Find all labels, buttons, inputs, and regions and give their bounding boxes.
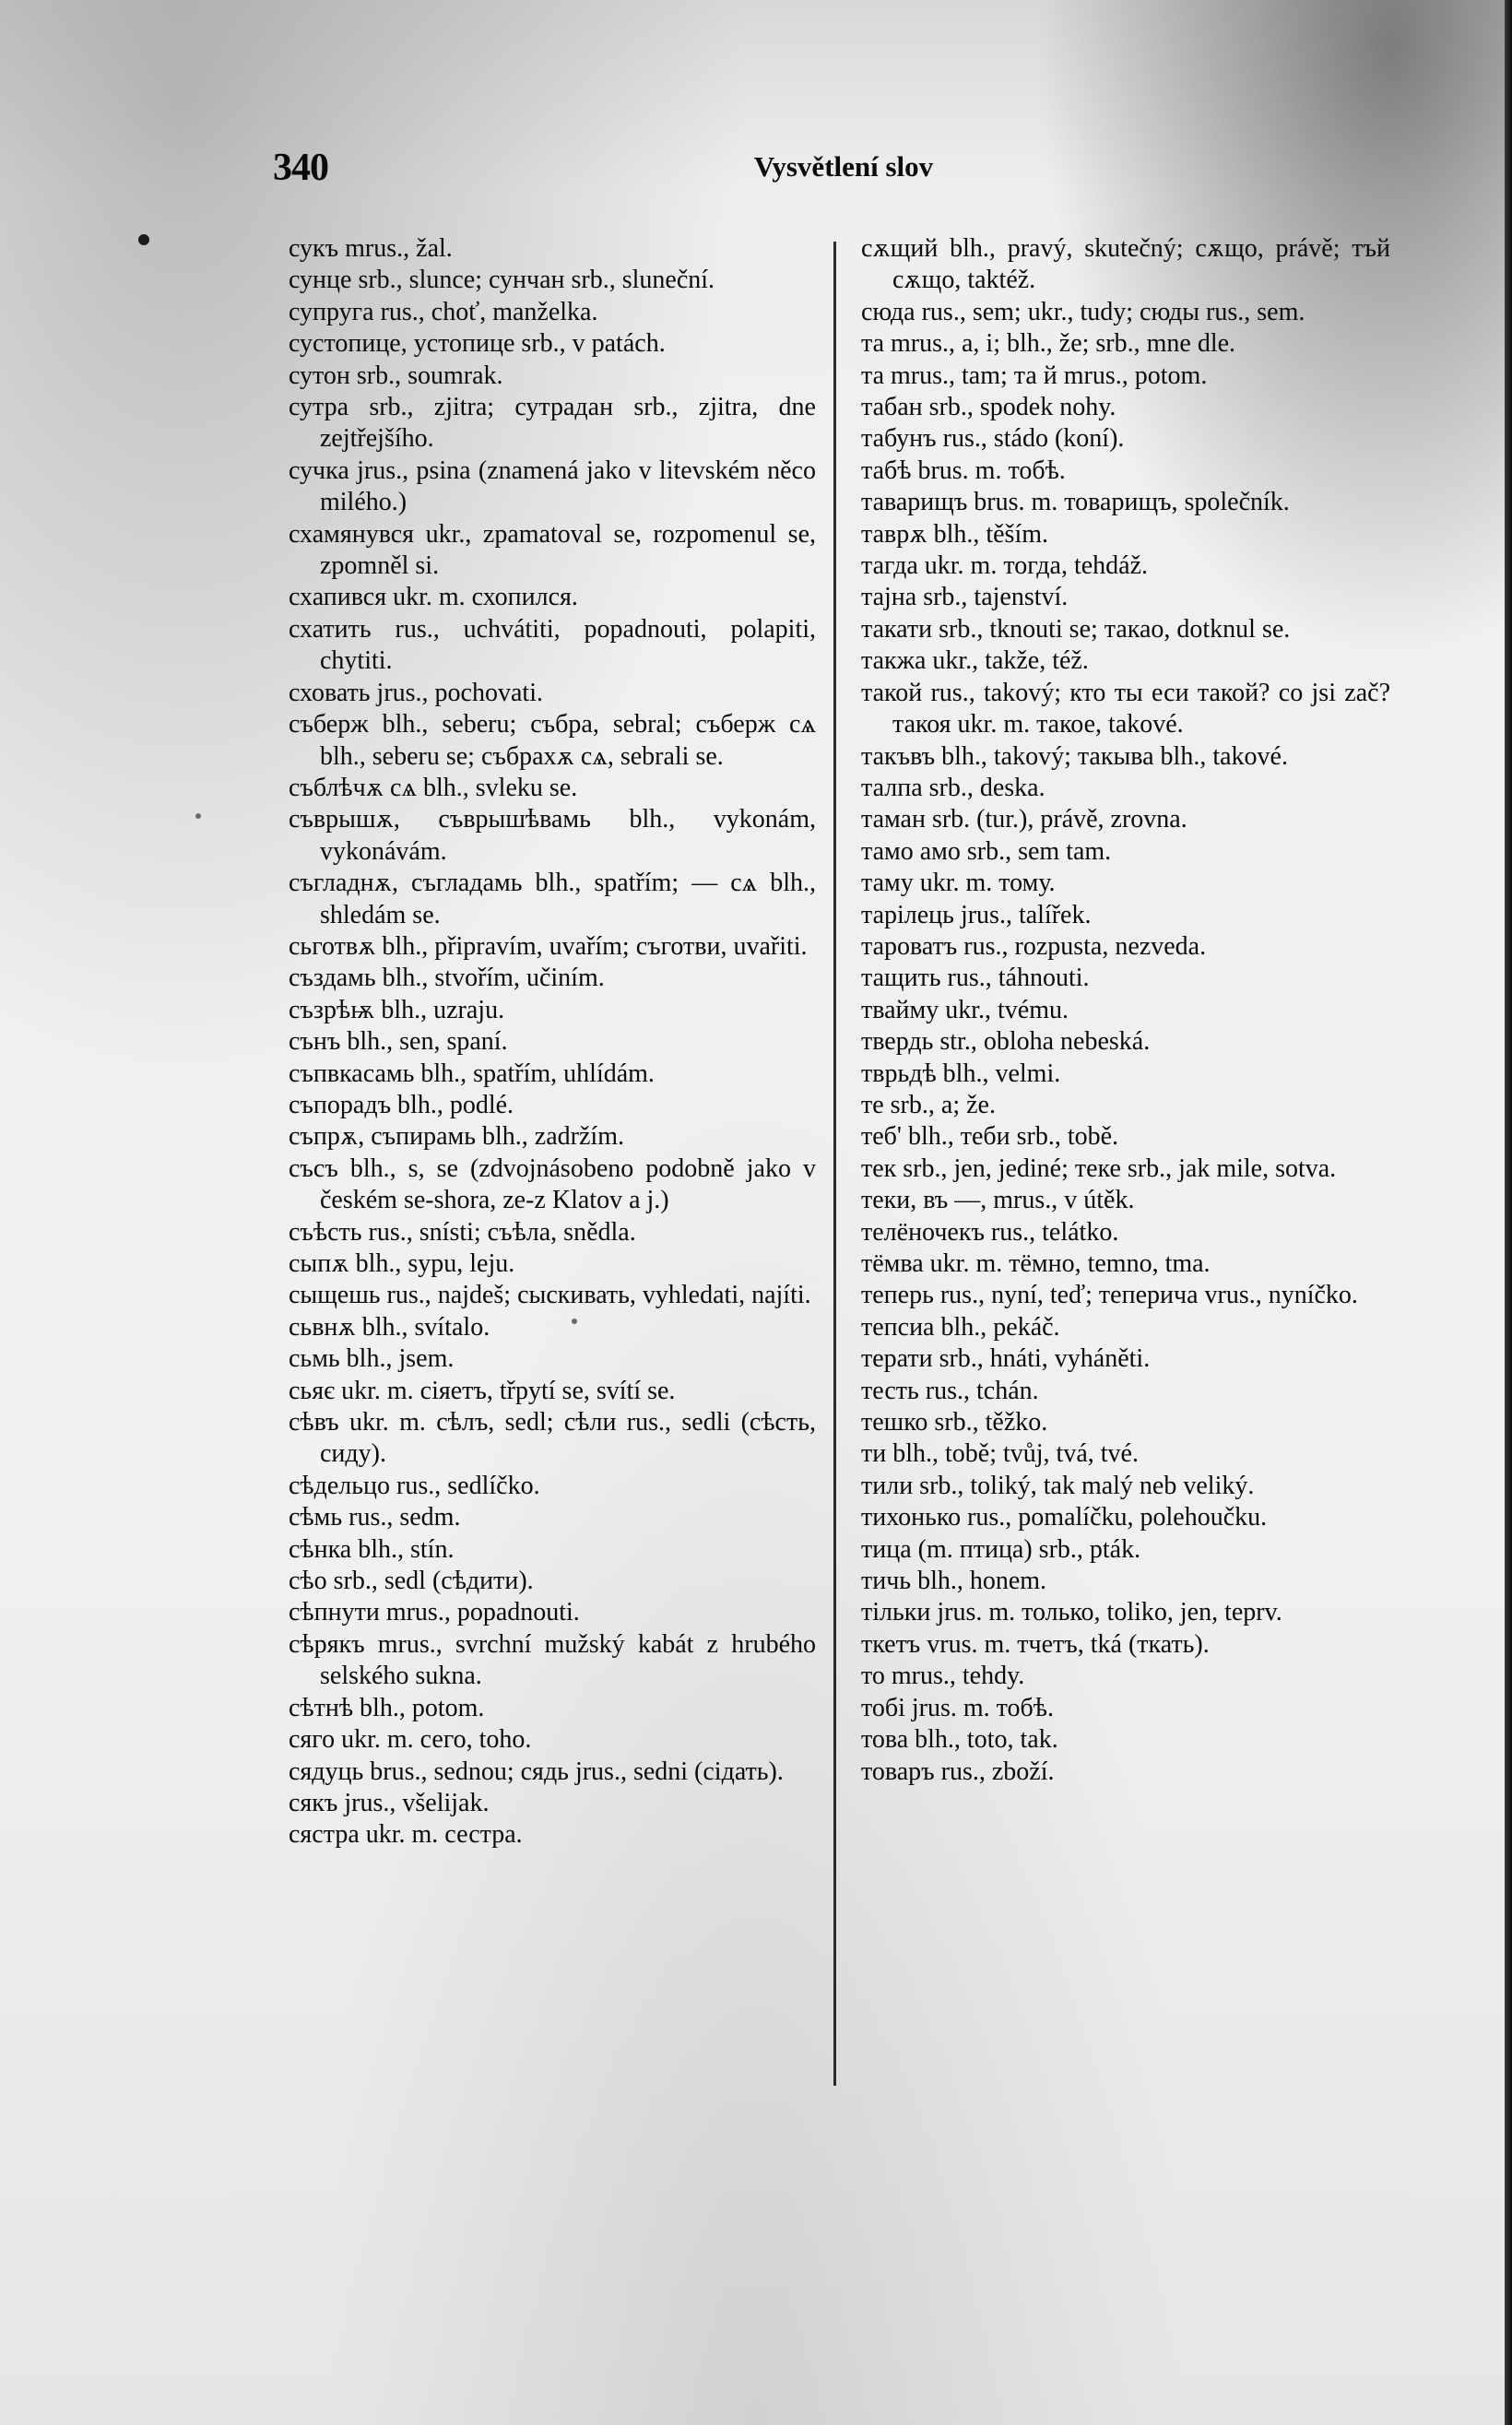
dictionary-entry: твердь str., obloha nebeská.: [861, 1027, 1151, 1057]
dictionary-entry: твайму ukr., tvému.: [861, 995, 1069, 1024]
dictionary-entry: тільки jrus. m. только, toliko, jen, teprv.: [861, 1598, 1282, 1627]
dictionary-entry: сѣпнути mrus., popadnouti.: [289, 1598, 580, 1627]
dictionary-entry: тешко srb., těžko.: [861, 1408, 1048, 1437]
dictionary-entry: сѣнка blh., stín.: [289, 1534, 455, 1564]
dictionary-entry: тица (m. птица) srb., pták.: [861, 1534, 1141, 1564]
dictionary-entry: сѣвъ ukr. m. сѣлъ, sedl; сѣли rus., sedli (сѣсть, сиду).: [289, 1408, 816, 1469]
dictionary-entry: тили srb., toliký, tak malý neb veliký.: [861, 1471, 1255, 1500]
dictionary-entry: това blh., toto, tak.: [861, 1725, 1058, 1755]
dictionary-entry: съпрѫ, съпирамь blh., zadržím.: [289, 1122, 624, 1152]
dictionary-entry: такжа ukr., takže, též.: [861, 646, 1089, 676]
dictionary-entry: тајна srb., tajenství.: [861, 583, 1069, 612]
dictionary-entry: сутон srb., soumrak.: [289, 361, 503, 390]
dictionary-entry: сунце srb., slunce; сунчан srb., sluneční.: [289, 266, 715, 295]
dictionary-entry: съсъ blh., s, se (zdvojnásobeno podobně jako v českém se-shora, ze-z Klatov a j.): [289, 1153, 816, 1215]
dictionary-entry: сѫщий blh., pravý, skutečný; сѫщо, právě; тъй сѫщо, taktéž.: [861, 234, 1390, 295]
dictionary-entry: табѣ brus. m. тобѣ.: [861, 455, 1066, 485]
dictionary-entry: схапився ukr. m. схопился.: [289, 583, 578, 612]
dictionary-entry: сыпѫ blh., sypu, leju.: [289, 1249, 515, 1278]
dictionary-entry: тек srb., jen, jediné; теке srb., jak mile, sotva.: [861, 1153, 1337, 1183]
dictionary-entry: тепсиа blh., pekáč.: [861, 1312, 1060, 1342]
dictionary-entry: такой rus., takový; кто ты еси такой? co jsi zač? такоя ukr. m. такое, takové.: [861, 678, 1390, 739]
dictionary-entry: сукъ mrus., žal.: [289, 234, 453, 263]
dictionary-entry: съберж blh., seberu; събра, sebral; съберж сѧ blh., seberu se; събрахѫ сѧ, sebrali se.: [289, 710, 816, 771]
margin-speck: [195, 813, 201, 819]
dictionary-entry: съпвкасамь blh., spatřím, uhlídám.: [289, 1059, 655, 1088]
dictionary-entry: товаръ rus., zboží.: [861, 1757, 1055, 1786]
dictionary-entry: тесть rus., tchán.: [861, 1376, 1039, 1405]
dictionary-entry: сюда rus., sem; ukr., tudy; сюды rus., sem.: [861, 297, 1305, 326]
dictionary-entry: тарілець jrus., talířek.: [861, 900, 1092, 929]
dictionary-entry: съврышѫ, съврышѣвамь blh., vykonám, vykonávám.: [289, 805, 816, 866]
dictionary-entry: сѣтнѣ blh., potom.: [289, 1693, 485, 1722]
dictionary-entry: такати srb., tknouti se; такао, dotknul se.: [861, 614, 1291, 644]
dictionary-entry: създамь blh., stvořím, učiním.: [289, 964, 605, 993]
dictionary-entry: таврѫ blh., těším.: [861, 519, 1049, 549]
dictionary-entry: сьготвѫ blh., připravím, uvařím; съготви, uvařiti.: [289, 931, 808, 961]
dictionary-entry: сядуць brus., sednou; сядь jrus., sedni (сідать).: [289, 1757, 784, 1786]
dictionary-entry: сяго ukr. m. сего, toho.: [289, 1725, 532, 1755]
dictionary-entry: сьвнѫ blh., svítalo.: [289, 1312, 490, 1342]
dictionary-entry: тёмва ukr. m. тёмно, temno, tma.: [861, 1249, 1211, 1278]
dictionary-entry: сѣмь rus., sedm.: [289, 1503, 461, 1532]
dictionary-entry: съзрѣѭ blh., uzraju.: [289, 995, 505, 1024]
page-number: 340: [273, 147, 328, 189]
right-column: [861, 233, 1390, 1788]
dictionary-entry: тащить rus., táhnouti.: [861, 964, 1090, 993]
book-spine-edge: [1505, 0, 1512, 2425]
dictionary-entry: та mrus., tam; та й mrus., potom.: [861, 361, 1208, 390]
dictionary-entry: табан srb., spodek nohy.: [861, 393, 1116, 422]
dictionary-entry: супруга rus., choť, manželka.: [289, 297, 598, 326]
dictionary-entry: схамянувся ukr., zpamatoval se, rozpomenul se, zpomněl si.: [289, 519, 816, 581]
dictionary-entry: сучка jrus., psina (znamená jako v litevském něco milého.): [289, 455, 816, 517]
dictionary-entry: съблѣчѫ сѧ blh., svleku se.: [289, 773, 578, 802]
dictionary-entry: теперь rus., nyní, teď; теперича vrus., nyníčko.: [861, 1281, 1358, 1310]
column-divider: [833, 242, 836, 2086]
dictionary-entry: сутра srb., zjitra; сутрадан srb., zjitra, dne zejtřejšího.: [289, 393, 816, 454]
running-head: Vysvětlení slov: [753, 150, 934, 183]
dictionary-entry: тароватъ rus., rozpusta, nezveda.: [861, 931, 1207, 961]
dictionary-entry: такъвъ blh., takový; такыва blh., takové.: [861, 741, 1288, 771]
dictionary-entry: сѣдельцо rus., sedlíčko.: [289, 1471, 540, 1500]
dictionary-entry: тврьдѣ blh., velmi.: [861, 1059, 1061, 1088]
dictionary-entry: телёночекъ rus., telátko.: [861, 1217, 1119, 1247]
margin-mark: [138, 234, 149, 245]
dictionary-entry: теки, въ —, mrus., v útěk.: [861, 1186, 1135, 1215]
dictionary-entry: сястра ukr. m. сестра.: [289, 1820, 523, 1850]
dictionary-entry: табунъ rus., stádo (koní).: [861, 424, 1125, 454]
dictionary-entry: сѣрякъ mrus., svrchní mužský kabát z hrubého selského sukna.: [289, 1629, 816, 1691]
dictionary-entry: ти blh., tobě; tvůj, tvá, tvé.: [861, 1439, 1139, 1469]
dictionary-entry: талпа srb., deska.: [861, 773, 1045, 802]
dictionary-entry: схатить rus., uchvátiti, popadnouti, polapiti, chytiti.: [289, 614, 816, 676]
dictionary-entry: сховать jrus., pochovati.: [289, 678, 543, 707]
dictionary-entry: таварищъ brus. m. товарищъ, společník.: [861, 488, 1290, 517]
dictionary-entry: тамо амо srb., sem tam.: [861, 836, 1112, 866]
dictionary-entry: съпорадъ blh., podlé.: [289, 1090, 514, 1119]
dictionary-entry: сякъ jrus., všelijak.: [289, 1788, 490, 1817]
dictionary-entry: сустопице, устопице srb., v patách.: [289, 329, 666, 359]
dictionary-entry: съѣсть rus., snísti; съѣла, snědla.: [289, 1217, 636, 1247]
dictionary-entry: тагда ukr. m. тогда, tehdáž.: [861, 551, 1149, 581]
dictionary-entry: сьмь blh., jsem.: [289, 1344, 455, 1374]
dictionary-entry: сыщешь rus., najdeš; сыскивать, vyhledati, najíti.: [289, 1281, 811, 1310]
dictionary-entry: та mrus., a, i; blh., že; srb., mne dle.: [861, 329, 1236, 359]
dictionary-entry: теб' blh., теби srb., tobě.: [861, 1122, 1119, 1152]
dictionary-entry: сънъ blh., sen, spaní.: [289, 1027, 508, 1057]
dictionary-entry: таман srb. (tur.), právě, zrovna.: [861, 805, 1187, 834]
dictionary-entry: ткетъ vrus. m. тчетъ, tká (ткать).: [861, 1629, 1210, 1659]
dictionary-entry: терати srb., hnáti, vyháněti.: [861, 1344, 1151, 1374]
dictionary-entry: тобі jrus. m. тобѣ.: [861, 1693, 1054, 1722]
dictionary-entry: то mrus., tehdy.: [861, 1662, 1025, 1691]
dictionary-entry: тихонько rus., pomalíčku, polehoučku.: [861, 1503, 1268, 1532]
dictionary-entry: тичь blh., honem.: [861, 1567, 1047, 1596]
dictionary-entry: таму ukr. m. тому.: [861, 869, 1056, 898]
dictionary-entry: те srb., a; že.: [861, 1090, 996, 1119]
dictionary-entry: сьяє ukr. m. сіяетъ, třpytí se, svítí se.: [289, 1376, 676, 1405]
dictionary-entry: съгладнѫ, съгладамь blh., spatřím; — сѧ blh., shledám se.: [289, 869, 816, 929]
left-column: [289, 233, 816, 1851]
dictionary-entry: сѣо srb., sedl (сѣдити).: [289, 1567, 534, 1596]
